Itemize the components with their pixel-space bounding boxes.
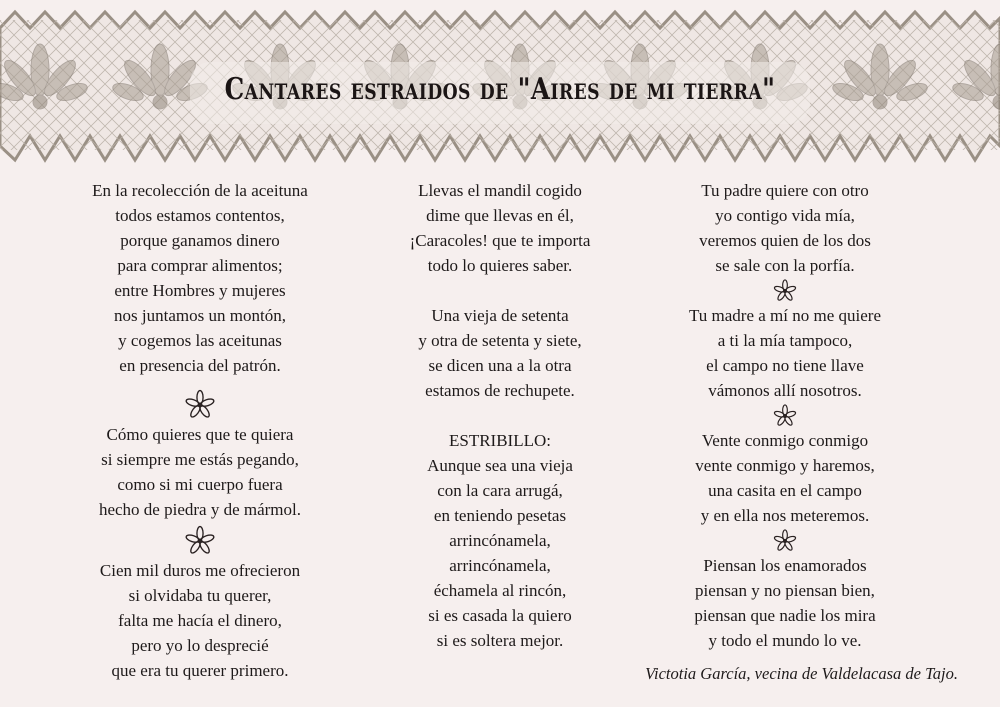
verse-line: hecho de piedra y de mármol.	[98, 500, 302, 519]
verse-line: el campo no tiene llave	[706, 356, 864, 375]
verse-line: piensan y no piensan bien,	[695, 581, 875, 600]
verse-line: si siempre me estás pegando,	[101, 450, 299, 469]
verse-line: entre Hombres y mujeres	[114, 281, 286, 300]
stanza	[355, 178, 645, 278]
verse-line: veremos quien de los dos	[699, 231, 871, 250]
verse-line: si es casada la quiero	[428, 606, 572, 625]
flower-icon	[183, 524, 217, 558]
verse-line: si es soltera mejor.	[436, 631, 564, 650]
verse-line: todos estamos contentos,	[115, 206, 285, 225]
verse-line: Tu padre quiere con otro	[701, 181, 869, 200]
verse-line: Llevas el mandil cogido	[418, 181, 582, 200]
verse-line: estamos de rechupete.	[425, 381, 575, 400]
stanza	[355, 303, 645, 403]
verse-line: para comprar alimentos;	[117, 256, 283, 275]
verse-line: Piensan los enamorados	[703, 556, 867, 575]
verse-line: que era tu querer primero.	[111, 661, 289, 680]
verse-line: todo lo quieres saber.	[427, 256, 573, 275]
stanza	[640, 303, 930, 403]
verse-line: y todo el mundo lo ve.	[708, 631, 862, 650]
verse-line: si olvidaba tu querer,	[128, 586, 272, 605]
verse-line: nos juntamos un montón,	[114, 306, 286, 325]
stanza	[50, 422, 350, 522]
verse-line: y cogemos las aceitunas	[118, 331, 282, 350]
chorus-heading: ESTRIBILLO:	[449, 431, 551, 450]
verse-line: arrincónamela,	[449, 531, 551, 550]
verse-line: Tu madre a mí no me quiere	[689, 306, 881, 325]
stanza	[50, 178, 350, 378]
verse-line: a ti la mía tampoco,	[717, 331, 853, 350]
verse-line: vámonos allí nosotros.	[708, 381, 862, 400]
verse-line: en presencia del patrón.	[119, 356, 281, 375]
verse-line: se dicen una a la otra	[428, 356, 572, 375]
verse-line: Cien mil duros me ofrecieron	[99, 561, 301, 580]
verse-line: en teniendo pesetas	[433, 506, 567, 525]
verse-line: Aunque sea una vieja	[427, 456, 573, 475]
flower-icon	[768, 403, 802, 428]
flower-icon	[768, 278, 802, 303]
stanza	[640, 178, 930, 278]
verse-line: como si mi cuerpo fuera	[117, 475, 283, 494]
verse-line: una casita en el campo	[708, 481, 862, 500]
verse-line: y otra de setenta y siete,	[418, 331, 582, 350]
verse-line: En la recolección de la aceituna	[92, 181, 308, 200]
verse-line: yo contigo vida mía,	[715, 206, 855, 225]
verse-line: dime que llevas en él,	[426, 206, 574, 225]
verse-line: Una vieja de setenta	[431, 306, 569, 325]
verse-line: porque ganamos dinero	[120, 231, 280, 250]
verse-line: piensan que nadie los mira	[694, 606, 876, 625]
verse-line: arrincónamela,	[449, 556, 551, 575]
verse-line: se sale con la porfía.	[715, 256, 855, 275]
verse-line: con la cara arrugá,	[437, 481, 563, 500]
verse-line: falta me hacía el dinero,	[118, 611, 282, 630]
author-signature: Victotia García, vecina de Valdelacasa de Tajo.	[645, 664, 958, 683]
verse-line: ¡Caracoles! que te importa	[409, 231, 591, 250]
stanza	[640, 553, 930, 653]
poem-column-1	[50, 178, 350, 683]
flower-icon	[183, 388, 217, 422]
page-title: Cantares estraidos de "Aires de mi tierra"	[224, 72, 776, 107]
stanza	[50, 558, 350, 683]
stanza	[640, 428, 930, 528]
verse-line: vente conmigo y haremos,	[695, 456, 875, 475]
verse-line: y en ella nos meteremos.	[700, 506, 870, 525]
poem-column-2	[355, 178, 645, 653]
verse-line: Vente conmigo conmigo	[701, 431, 869, 450]
flower-icon	[768, 528, 802, 553]
verse-line: échamela al rincón,	[433, 581, 567, 600]
poem-column-3	[640, 178, 930, 653]
verse-line: Cómo quieres que te quiera	[106, 425, 294, 444]
verse-line: pero yo lo desprecié	[131, 636, 269, 655]
chorus-stanza	[355, 428, 645, 653]
